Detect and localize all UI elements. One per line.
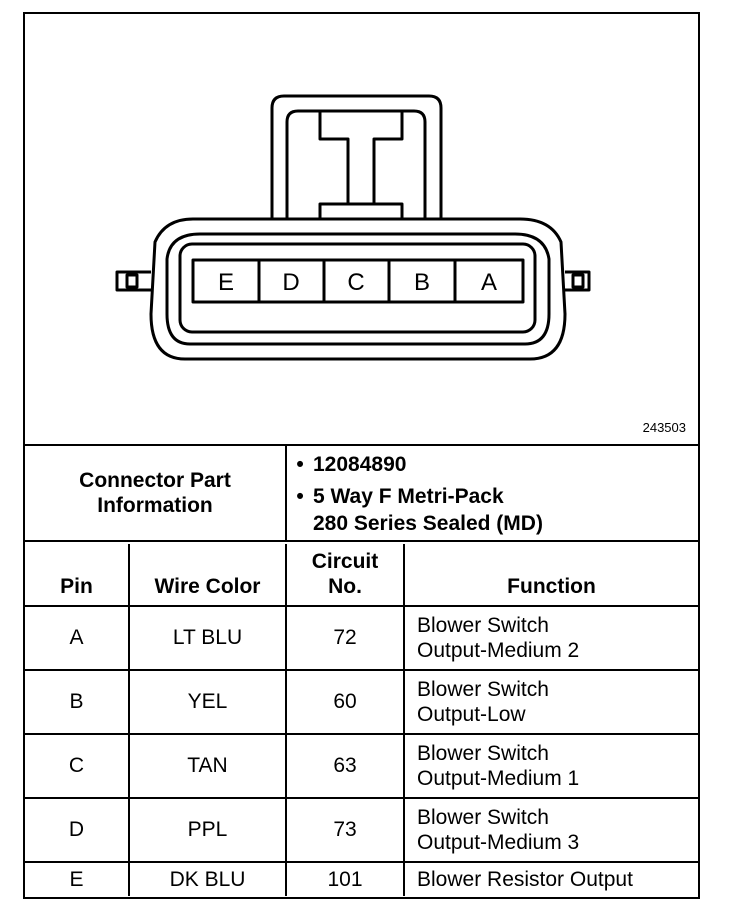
latch-outer xyxy=(272,96,441,219)
table-row xyxy=(25,862,698,896)
wire-color-cell: TAN xyxy=(129,734,286,798)
header-pin: Pin xyxy=(25,544,129,606)
left-tab-nub xyxy=(127,275,137,287)
pin-letter-e: E xyxy=(217,269,235,296)
function-cell: Blower Switch Output-Medium 2 xyxy=(404,606,698,670)
header-function: Function xyxy=(404,544,698,606)
function-cell: Blower Resistor Output xyxy=(404,862,698,896)
table-row xyxy=(25,606,698,670)
connector-sheet xyxy=(23,12,700,899)
function-cell: Blower Switch Output-Medium 1 xyxy=(404,734,698,798)
circuit-cell: 63 xyxy=(286,734,404,798)
pin-cell: C xyxy=(25,734,129,798)
header-wire-color: Wire Color xyxy=(129,544,286,606)
pin-cell: D xyxy=(25,798,129,862)
connector-info-label: Connector Part Information xyxy=(25,446,287,540)
table-row xyxy=(25,734,698,798)
function-cell: Blower Switch Output-Low xyxy=(404,670,698,734)
wire-color-cell: DK BLU xyxy=(129,862,286,896)
latch-t xyxy=(320,111,402,204)
pin-cell: B xyxy=(25,670,129,734)
pin-cell: E xyxy=(25,862,129,896)
circuit-cell: 73 xyxy=(286,798,404,862)
function-cell: Blower Switch Output-Medium 3 xyxy=(404,798,698,862)
pinout-table xyxy=(25,544,698,896)
figure-number: 243503 xyxy=(642,420,686,435)
connector-drawing xyxy=(25,14,698,444)
info-bullet xyxy=(287,484,687,537)
connector-figure xyxy=(25,14,698,444)
pin-letter-b: B xyxy=(413,269,431,296)
pin-letter-c: C xyxy=(347,269,365,296)
part-number: 12084890 xyxy=(313,453,407,476)
pin-letter-a: A xyxy=(480,269,498,296)
table-header-row xyxy=(25,544,698,606)
right-tab-nub xyxy=(573,275,583,287)
connector-info-values xyxy=(287,452,687,537)
wire-color-cell: YEL xyxy=(129,670,286,734)
bullet-icon: • xyxy=(296,485,304,509)
table-row xyxy=(25,798,698,862)
header-circuit-no: Circuit No. xyxy=(286,544,404,606)
circuit-cell: 60 xyxy=(286,670,404,734)
latch-base xyxy=(320,204,402,219)
bullet-icon: • xyxy=(296,453,304,476)
circuit-cell: 72 xyxy=(286,606,404,670)
wire-color-cell: LT BLU xyxy=(129,606,286,670)
pin-letter-d: D xyxy=(282,269,300,296)
table-row xyxy=(25,670,698,734)
info-bullet xyxy=(287,452,687,478)
connector-description: 5 Way F Metri-Pack 280 Series Sealed (MD) xyxy=(313,485,543,535)
pin-cell: A xyxy=(25,606,129,670)
circuit-cell: 101 xyxy=(286,862,404,896)
connector-info-row xyxy=(25,444,698,542)
wire-color-cell: PPL xyxy=(129,798,286,862)
